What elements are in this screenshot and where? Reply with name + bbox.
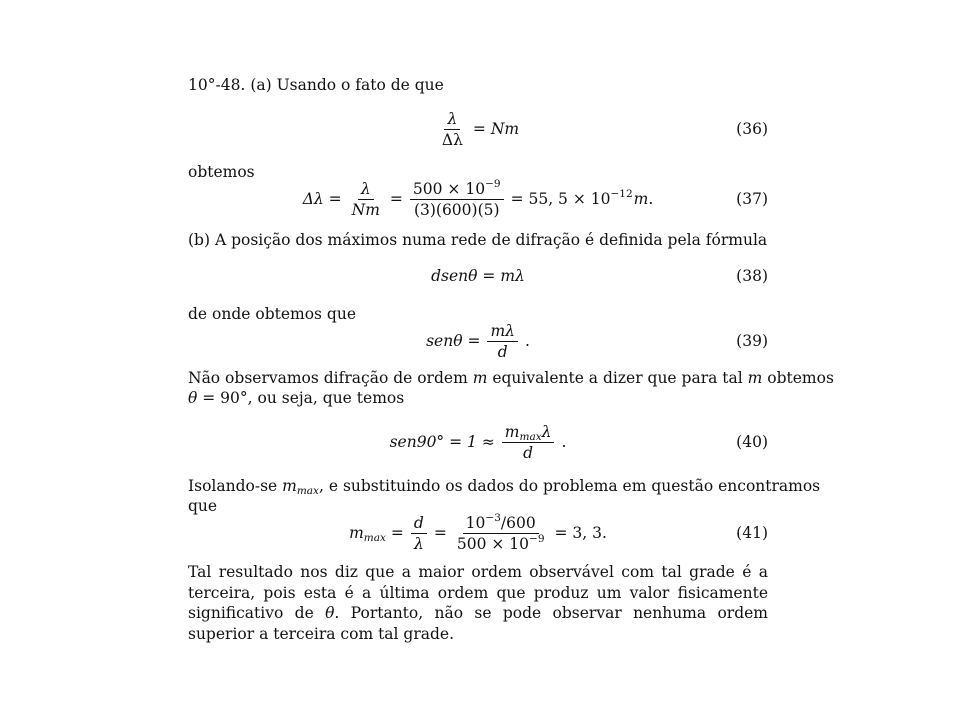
numerator: d [411,514,427,534]
numerator: mλ [487,322,518,342]
exponent: −3 [485,511,501,524]
fraction [487,322,518,361]
denominator: Nm [351,200,380,219]
expression: dsenθ = mλ [431,267,525,285]
result: = 3, 3. [554,524,607,542]
lhs: senθ = [426,332,481,350]
text-segment: = 90°, ou seja, que temos [197,389,405,407]
subscript: max [363,532,386,544]
text-segment: . Portanto, não se pode observar nenhuma ordem superior a terceira com tal grade. [188,604,768,643]
intro-text: (a) Usando o fato de que [250,76,444,94]
math-var: θ [325,604,335,622]
math-var: θ [188,389,198,407]
text-segment: equivalente a dizer que para tal [487,369,748,387]
numerator: 500 × 10 [412,179,486,198]
numerator: λ [358,180,374,200]
paragraph-2-line-1 [188,476,821,497]
equation-number: (37) [736,190,768,208]
equation-number: (41) [736,524,768,542]
text-de-onde: de onde obtemos que [188,305,357,323]
numerator-tail: λ [541,422,552,441]
subscript: max [519,430,542,443]
equation-number: (36) [736,120,768,138]
subscript: max [296,485,319,497]
equation-39 [188,316,768,366]
text-obtemos: obtemos [188,163,255,181]
denominator: Δλ [441,130,463,149]
equals: = [389,190,403,208]
fraction-2 [454,511,548,553]
rhs: = Nm [472,120,520,138]
fraction-1 [411,514,427,553]
text-segment: , e substituindo os dados do problema em questão encontramos [318,477,821,495]
intro-line [188,75,768,95]
numerator: 10 [465,513,486,532]
equation-number: (38) [736,267,768,285]
problem-label: 10°-48. [188,76,246,94]
period: . [561,433,567,451]
text-segment: obtemos [762,369,834,387]
equation-41 [188,508,768,558]
part-b-text: (b) A posição dos máximos numa rede de difração é definida pela fórmula [188,231,768,249]
exponent: −9 [485,177,501,190]
fraction-1 [349,180,383,219]
numerator-tail: /600 [500,513,536,532]
equation-37 [188,174,768,224]
denominator: d [523,443,534,462]
text-segment: Tal resultado nos diz que a maior ordem observável com tal grade é a terceira, pois esta é a última ordem que produz um valor fisicamente significativo de [188,563,768,622]
equals: = [433,524,447,542]
text-segment: Isolando-se [188,477,283,495]
paragraph-1-line-2 [188,388,768,408]
equation-number: (40) [736,433,768,451]
fraction [439,110,466,149]
denominator: d [497,342,508,361]
equation-38 [188,251,768,301]
paragraph-1-line-1 [188,368,834,388]
lhs: m [349,524,364,542]
exponent: −9 [529,532,545,545]
equation-40 [188,417,768,467]
conclusion-paragraph [188,562,768,644]
unit: m. [633,190,654,208]
math-var: m [472,369,488,387]
fraction [502,423,555,462]
lhs: Δλ = [302,190,342,208]
lhs: sen90° = 1 ≈ [389,433,495,451]
denominator: λ [413,534,424,553]
paragraph-2-line-2: que [188,497,218,515]
denominator: (3)(600)(5) [413,200,500,219]
equation-number: (39) [736,332,768,350]
numerator: λ [444,110,460,130]
denominator: 500 × 10 [456,534,530,553]
equation-36 [188,104,768,154]
text-segment: Não observamos difração de ordem [188,369,473,387]
numerator: m [504,422,520,441]
period: . [524,332,530,350]
math-var: m [747,369,763,387]
exponent: −12 [610,188,633,200]
result: = 55, 5 × 10 [510,190,611,208]
fraction-2 [410,177,504,219]
math-var: m [282,477,297,495]
equals: = [390,524,404,542]
